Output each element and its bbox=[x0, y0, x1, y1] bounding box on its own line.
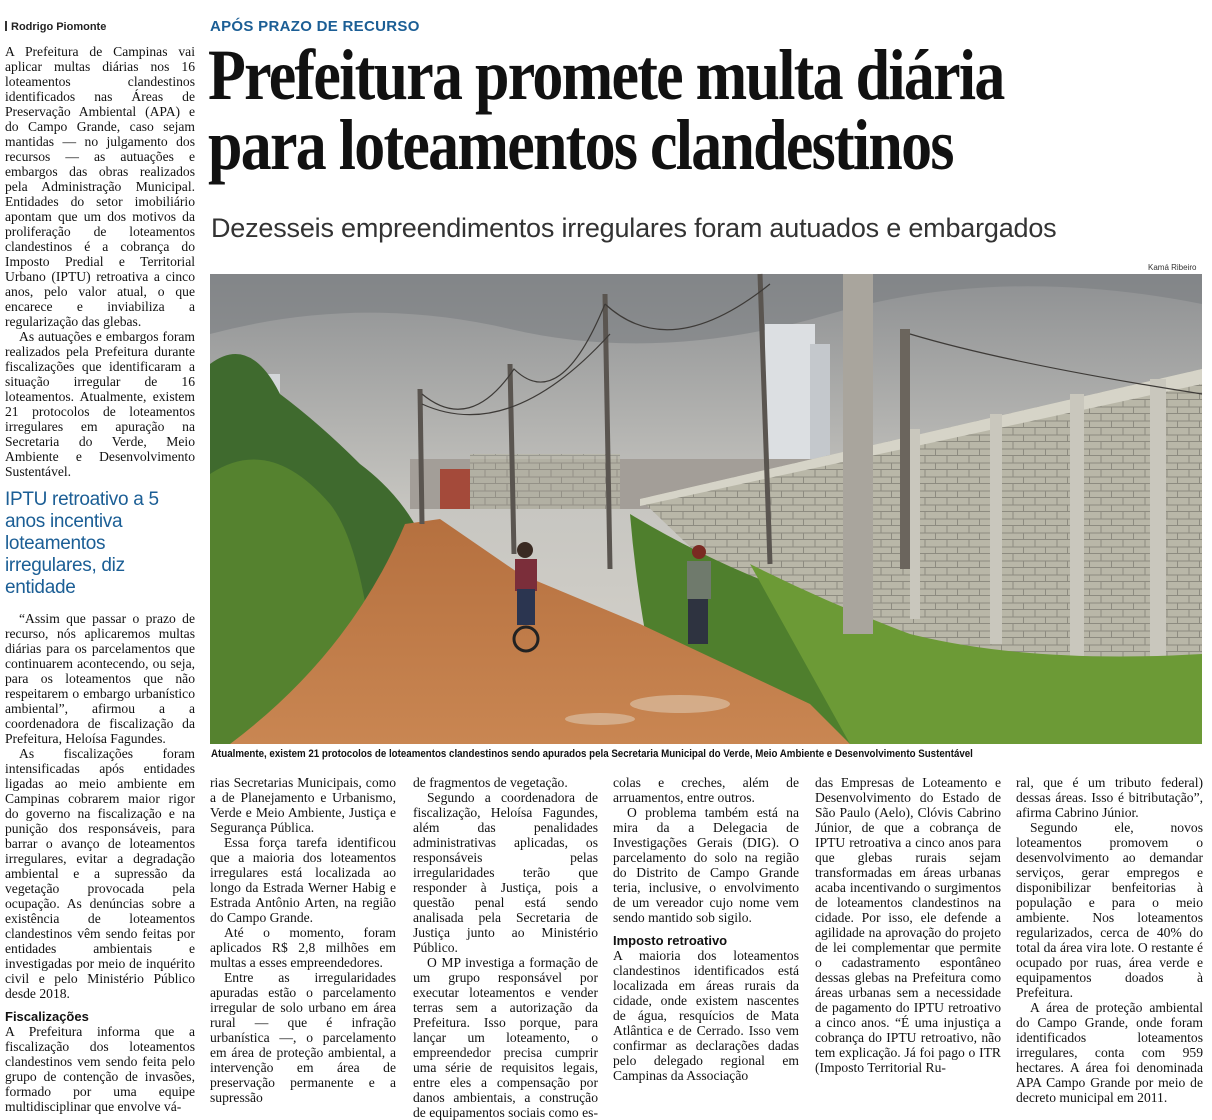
column-2 bbox=[210, 775, 396, 1105]
col3-paragraph-2: Segundo a coordenadora de fiscalização, Heloísa Fagundes, além das penalidades administrativas aplicadas, os responsáveis pelas irregularidades terão que responder à Justiça, pois a questão penal está sendo analisada pela Secretaria de Justiça junto ao Ministério Público. bbox=[413, 790, 598, 955]
column-3 bbox=[413, 775, 598, 1120]
col1-paragraph-5: A Prefeitura informa que a fiscalização dos loteamentos clandestinos vem sendo feita pelo grupo de contenção de invasões, formado por uma equipe multidisciplinar que envolve vá- bbox=[5, 1024, 195, 1114]
photo-caption: Atualmente, existem 21 protocolos de loteamentos clandestinos sendo apurados pela Secretaria Municipal do Verde, Meio Ambiente e Desenvolvimento Sustentável bbox=[211, 748, 973, 760]
column-5 bbox=[815, 775, 1001, 1075]
byline-name: Rodrigo Piomonte bbox=[11, 21, 107, 33]
col2-paragraph-4: Entre as irregularidades apuradas estão o parcelamento irregular de solo urbano em área rural — que é infração urbanística —, o parcelamento em área de proteção ambiental, a intervenção em área de preservação permanente e a supressão bbox=[210, 970, 396, 1105]
kicker: APÓS PRAZO DE RECURSO bbox=[210, 18, 420, 35]
col4-paragraph-3: A maioria dos loteamentos clandestinos identificados está localizada em áreas rurais da cidade, onde existem nascentes de água, resquícios de Mata Atlântica e de Cerrado. Isso vem confirmar as declarações dadas pelo delegado regional em Campinas da Associação bbox=[613, 948, 799, 1083]
col5-paragraph-1: das Empresas de Loteamento e Desenvolvimento do Estado de São Paulo (Aelo), Clóvis Cabrino Júnior, de que a cobrança de IPTU retroativa a cinco anos para que glebas rurais sejam transformadas em áreas urbanas acaba incentivando o surgimentos de loteamentos clandestinos na cidade. Por isso, ele defende a agilidade na aprovação do projeto de lei complementar que permite o cadastramento espontâneo dessas glebas na Prefeitura como áreas urbanas sem a necessidade de pagamento do IPTU retroativo a cinco anos. “É uma injustiça a cobrança do IPTU retroativo, não tem explicação. Já foi pago o ITR (Imposto Territorial Ru- bbox=[815, 775, 1001, 1075]
col3-paragraph-3: O MP investiga a formação de um grupo responsável por executar loteamentos e vender terras sem a autorização da Prefeitura. Isso porque, para lançar um loteamento, o empreendedor precisa cumprir uma série de requisitos legais, entre eles a compensação por danos ambientais, a construção de equipamentos sociais como es- bbox=[413, 955, 598, 1120]
col1-paragraph-3: “Assim que passar o prazo de recurso, nós aplicaremos multas diárias para os parcelamentos que continuarem acontecendo, ou seja, para os loteamentos que não respeitarem o embargo urbanístico ambiental”, afirmou a a coordenadora de fiscalização da Prefeitura, Heloísa Fagundes. bbox=[5, 611, 195, 746]
column-4 bbox=[613, 775, 799, 1083]
headline bbox=[208, 35, 1068, 185]
column-6 bbox=[1016, 775, 1203, 1105]
col3-paragraph-1: de fragmentos de vegetação. bbox=[413, 775, 568, 790]
photo-credit: Kamá Ribeiro bbox=[1148, 263, 1197, 272]
column-1 bbox=[5, 44, 195, 1114]
headline-line1: Prefeitura promete multa diária bbox=[208, 35, 1004, 115]
headline-line2: para loteamentos clandestinos bbox=[208, 105, 953, 185]
section-heading-fiscalizacoes: Fiscalizações bbox=[5, 1009, 89, 1024]
col6-paragraph-3: A área de proteção ambiental do Campo Grande, onde foram identificados loteamentos irregulares, conta com 959 hectares. A área foi denominada APA Campo Grande por meio de decreto municipal em 2011. bbox=[1016, 1000, 1203, 1105]
col1-paragraph-2: As autuações e embargos foram realizados pela Prefeitura durante fiscalizações que identificaram a situação irregular de 16 loteamentos. Atualmente, existem 21 protocolos de loteamentos irregulares em apuração na Secretaria do Verde, Meio Ambiente e Desenvolvimento Sustentável. bbox=[5, 329, 195, 479]
col4-paragraph-2: O problema também está na mira da a Delegacia de Investigações Gerais (DIG). O parcelamento do solo na região do Distrito de Campo Grande teria, inclusive, o envolvimento de um vereador cujo nome vem sendo mantido sob sigilo. bbox=[613, 805, 799, 925]
col2-paragraph-1: rias Secretarias Municipais, como a de Planejamento e Urbanismo, Verde e Meio Ambiente, Justiça e Segurança Pública. bbox=[210, 775, 396, 835]
byline bbox=[5, 21, 106, 33]
col6-paragraph-2: Segundo ele, novos loteamentos promovem o desenvolvimento ao demandar serviços, gerar empregos e disponibilizar benfeitorias à população e para o meio ambiente. Nos loteamentos regularizados, cerca de 40% do total da área vira lote. O restante é ocupado por ruas, área verde e equipamentos doados à Prefeitura. bbox=[1016, 820, 1203, 1000]
col1-paragraph-4: As fiscalizações foram intensificadas após entidades ligadas ao meio ambiente em Campinas cobrarem maior rigor do governo na fiscalização e na punição dos responsáveis, para barrar o avanço de loteamentos irregulares, evitar a degradação ambiental e a supressão da vegetação provocada pela ocupação. As denúncias sobre a existência de loteamentos clandestinos vêm sendo feitas por entidades ambientais e investigadas por meio de inquérito civil e pelo Ministério Público desde 2018. bbox=[5, 746, 195, 1001]
col6-paragraph-1: ral, que é um tributo federal) dessas áreas. Isso é bitributação”, afirma Cabrino Júnior. bbox=[1016, 775, 1203, 820]
col1-paragraph-1: A Prefeitura de Campinas vai aplicar multas diárias nos 16 loteamentos clandestinos identificados nas Áreas de Preservação Ambiental (APA) e do Campo Grande, caso sejam mantidas — no julgamento dos recursos — as autuações e embargos das obras realizados pela Administração Municipal. Entidades do setor imobiliário apontam que um dos motivos da proliferação de loteamentos clandestinos é a cobrança do Imposto Predial e Territorial Urbano (IPTU) retroativa a cinco anos, pelo valor atual, o que encarece e inviabiliza a regularização das glebas. bbox=[5, 44, 195, 329]
section-heading-imposto-retroativo: Imposto retroativo bbox=[613, 933, 728, 948]
col2-paragraph-3: Até o momento, foram aplicados R$ 2,8 milhões em multas a esses empreendedores. bbox=[210, 925, 396, 970]
article-photo bbox=[210, 274, 1202, 744]
street-scene-illustration bbox=[210, 274, 1202, 744]
pull-quote: IPTU retroativo a 5 anos incentiva loteamentos irregulares, diz entidade bbox=[5, 489, 159, 598]
subhead: Dezesseis empreendimentos irregulares foram autuados e embargados bbox=[211, 213, 1057, 243]
byline-bar bbox=[5, 21, 7, 31]
col4-paragraph-1: colas e creches, além de arruamentos, entre outros. bbox=[613, 775, 799, 805]
col2-paragraph-2: Essa força tarefa identificou que a maioria dos loteamentos irregulares está localizada ao longo da Estrada Werner Habig e Estrada Antônio Arten, na região do Campo Grande. bbox=[210, 835, 396, 925]
